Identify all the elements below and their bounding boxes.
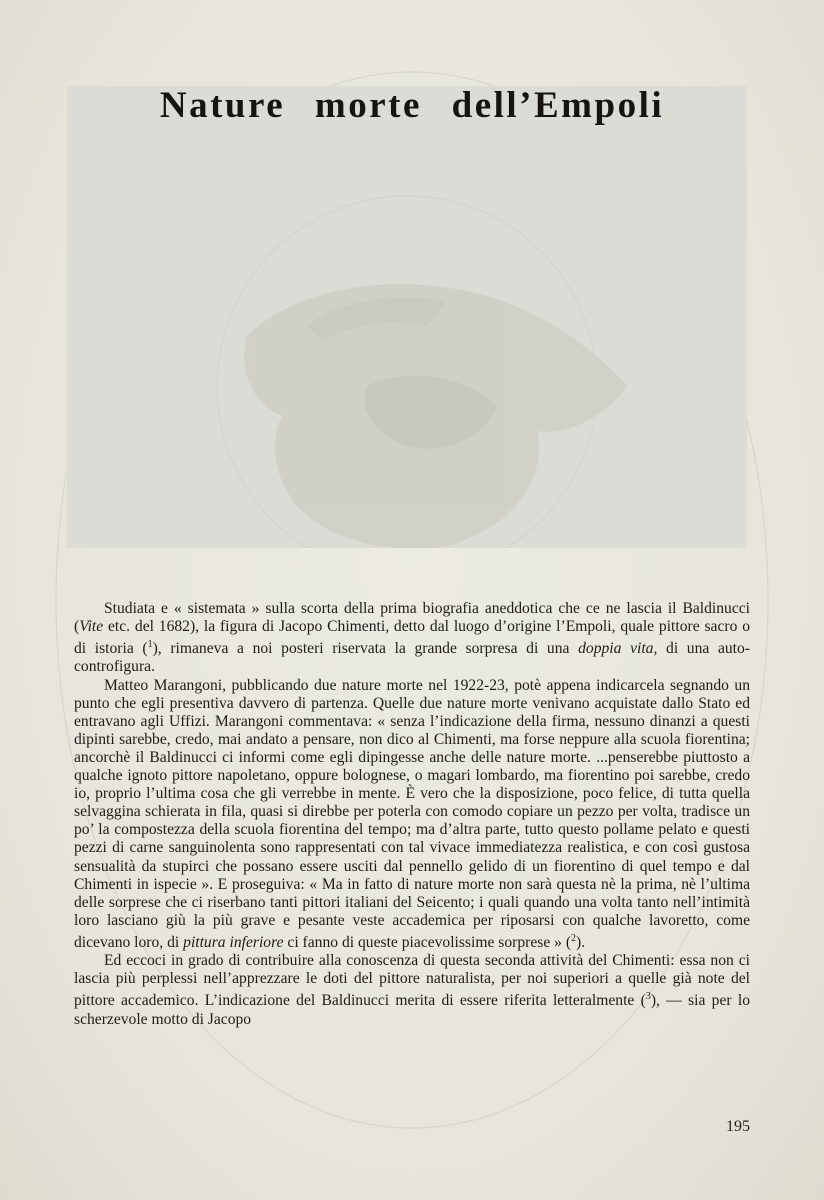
body-paragraph — [74, 600, 750, 677]
show-through-image — [67, 86, 747, 548]
text-run: Studiata e « sistemata » sulla scorta della prima biografia aneddotica che ce ne lascia il Baldinucci ( — [74, 600, 750, 636]
text-run: ), rimaneva a noi posteri riservata la grande sorpresa di una — [152, 640, 579, 658]
page-number: 195 — [726, 1118, 750, 1135]
footnote-ref: 3 — [645, 991, 651, 1003]
italic-phrase: pittura inferiore — [183, 934, 284, 952]
article-body — [74, 600, 750, 1029]
text-run: etc. del 1682), la figura di Jacopo Chimenti, detto dal luogo d’origine l’Empoli, quale pittore sacro o di istoria ( — [74, 618, 750, 658]
text-run: Ed eccoci in grado di contribuire alla conoscenza di questa seconda attività del Chimenti: essa non ci lascia più perplessi nell’apprezzare le doti del pittore naturalista, per noi superiori a quelle già note del pittore accademico. L’indicazione del Baldinucci merita di essere riferita letteralmente ( — [74, 952, 750, 1010]
italic-phrase: doppia vita — [578, 640, 654, 658]
footnote-ref: 1 — [147, 639, 153, 651]
text-run: ). — [576, 934, 586, 952]
body-paragraph — [74, 677, 750, 953]
title-panel — [67, 86, 747, 548]
italic-phrase: Vite — [79, 618, 104, 636]
text-run: ), — sia per lo scherzevole motto di Jacopo — [74, 992, 750, 1028]
text-run: ci fanno di queste piacevolissime sorprese » ( — [283, 934, 572, 952]
text-run: , di una auto-controfigura. — [74, 640, 750, 676]
text-run: Matteo Marangoni, pubblicando due nature morte nel 1922-23, potè appena indicarcela segnando un punto che egli presentiva davvero di partenza. Quelle due nature morte venivano acquistate dallo Stato ed entravano agli Uffizi. Marangoni commentava: « senza l’indicazione della firma, nessuno dinanzi a questi dipinti sarebbe, credo, mai andato a pensare, non dico al Chimenti, ma forse neppure alla scuola fiorentina; ancorchè il Baldinucci ci informi come egli dipingesse anche delle nature morte. ...penserebbe piuttosto a qualche ignoto pittore napoletano, oppure bolognese, o magari lombardo, ma fiorentino poi sarebbe, credo io, proprio l’ultima cosa che gli verrebbe in mente. È vero che la disposizione, poco felice, di tutta quella selvaggina schierata in fila, quasi si direbbe per poterla con comodo copiare un pezzo per volta, tradisce un po’ la compostezza della scuola fiorentina del tempo; ma d’altra parte, tutto questo pollame pelato e questi pezzi di carne sanguinolenta sono rappresentati con tal vivace immediatezza realistica, e con così gustosa sensualità da stupirci che possano essere usciti dal pennello gelido di un fiorentino di quel tempo e dal Chimenti in ispecie ». E proseguiva: « Ma in fatto di nature morte non sarà questa nè la prima, nè l’ultima delle sorprese che ci riserbano tanti pittori italiani del Seicento; i quali quando una volta tanto nell’intimità loro lasciano giù la più grave e pesante veste accademica per riposarsi con qualche lavoretto, come dicevano loro, di — [74, 676, 750, 952]
footnote-ref: 2 — [571, 932, 577, 944]
article-title: Nature morte dell’Empoli — [159, 85, 665, 126]
body-paragraph — [74, 952, 750, 1029]
